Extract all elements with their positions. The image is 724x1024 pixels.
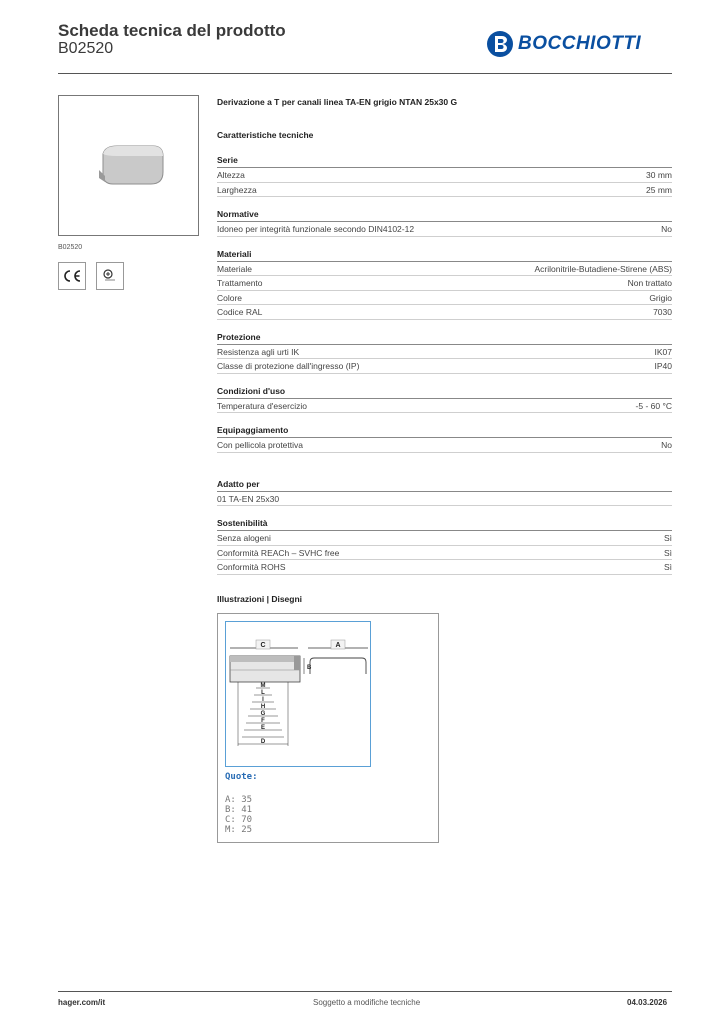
dim-label-l: L [261,690,265,696]
dim-label-c: C [260,642,266,649]
spec-section [217,249,672,320]
quote-c: C: 70 [225,815,253,825]
spec-value: Sì [663,533,672,543]
spec-label: Classe di protezione dall'ingresso (IP) [217,361,360,371]
spec-row [217,291,672,306]
spec-label: Conformità ROHS [217,562,286,572]
product-photo-icon [59,96,198,235]
spec-label: Trattamento [217,278,263,288]
spec-section [217,425,672,453]
brand-name: BOCCHIOTTI [518,33,642,54]
spec-label: Conformità REACh – SVHC free [217,547,340,558]
illustrations-title: Illustrazioni | Disegni [217,594,303,604]
spec-row [217,222,672,237]
dim-label-d: D [260,739,266,745]
spec-row [217,438,672,453]
spec-row [217,345,672,360]
brand-logo-icon [486,30,514,58]
spec-section [217,386,672,414]
footer-divider [58,991,672,992]
spec-row [217,560,672,575]
footer-date: 04.03.2026 [627,998,668,1007]
imq-mark-icon [96,262,124,290]
spec-label: Materiale [217,263,252,274]
spec-value: 7030 [653,307,672,317]
spec-value: No [661,440,672,450]
spec-row [217,546,672,561]
spec-value: No [661,224,672,234]
dim-label-m: M [260,683,266,689]
brand-logo [486,28,666,60]
dim-label-g: G [260,711,266,717]
spec-row [217,359,672,374]
product-description: Derivazione a T per canali linea TA-EN grigio NTAN 25x30 G [217,97,458,107]
dimension-drawing-icon [226,622,370,766]
spec-label: Con pellicola protettiva [217,440,303,450]
spec-label: Colore [217,292,243,303]
spec-sections [217,155,672,587]
footer-site-link[interactable]: hager.com/it [58,998,106,1007]
spec-row [217,399,672,414]
dim-label-i: I [262,697,264,703]
spec-row [217,168,672,183]
spec-row [217,183,672,198]
spec-value: 30 mm [646,170,672,180]
footer-note: Soggetto a modifiche tecniche [313,998,421,1007]
spec-label: Idoneo per integrità funzionale secondo DIN4102-12 [217,224,415,234]
spec-label: 01 TA-EN 25x30 [217,493,280,504]
section-title: Protezione [217,332,672,345]
spec-value: IK07 [654,346,672,357]
spec-row [217,305,672,320]
spec-label: Altezza [217,170,245,180]
spec-section [217,155,672,197]
spec-value: 25 mm [646,184,672,195]
section-title: Equipaggiamento [217,425,672,438]
quote-b: B: 41 [225,805,253,815]
quote-title: Quote: [225,772,258,782]
header-divider [58,73,672,74]
image-caption: B02520 [58,244,83,251]
section-title: Serie [217,155,672,168]
quote-m: M: 25 [225,825,253,835]
spec-value: -5 - 60 °C [635,400,672,411]
ce-mark-icon [58,262,86,290]
dim-label-e: E [260,725,266,731]
dim-label-a: A [335,642,341,649]
spec-label: Senza alogeni [217,533,271,543]
spec-row [217,262,672,277]
section-title: Adatto per [217,479,672,492]
spec-value: IP40 [654,361,672,371]
spec-row [217,531,672,546]
section-title: Normative [217,209,672,222]
dimension-drawing [225,621,371,767]
spec-value: Grigio [649,292,672,303]
product-code: B02520 [58,40,114,57]
spec-row [217,276,672,291]
dim-label-f: F [261,718,265,724]
spec-value: Non trattato [627,278,672,288]
dim-label-b: B [307,665,312,671]
specs-title: Caratteristiche tecniche [217,130,314,140]
page-title: Scheda tecnica del prodotto [58,21,286,40]
product-image [58,95,199,236]
spec-row [217,492,672,507]
spec-section [217,209,672,237]
section-title: Condizioni d'uso [217,386,672,399]
spec-label: Codice RAL [217,307,263,317]
section-title: Sostenibilità [217,518,672,531]
spec-label: Temperatura d'esercizio [217,400,307,411]
spec-section [217,479,672,507]
spec-section [217,518,672,575]
spec-value: Sì [663,562,672,572]
spec-label: Larghezza [217,184,257,195]
spec-section [217,332,672,374]
quote-a: A: 35 [225,795,253,805]
spec-value: Acrilonitrile-Butadiene-Stirene (ABS) [534,263,672,274]
dim-label-h: H [260,704,266,710]
spec-value: Sì [663,547,672,558]
section-title: Materiali [217,249,672,262]
spec-label: Resistenza agli urti IK [217,346,300,357]
